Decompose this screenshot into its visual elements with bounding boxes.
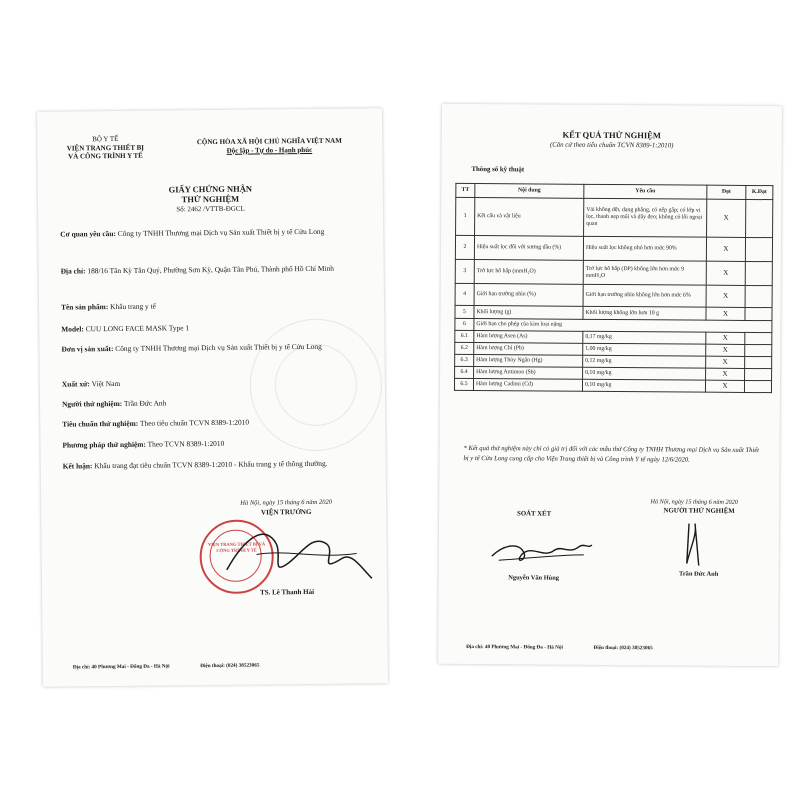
col-requirement: Yêu cầu bbox=[584, 184, 707, 199]
field-requester: Cơ quan yêu cầu: Công ty TNHH Thương mại Dịch vụ Sản xuất Thiết bị y tế Cửu Long bbox=[60, 226, 325, 239]
field-address: Địa chỉ: 188/16 Tân Kỳ Tân Quý, Phường Sơn Kỳ, Quận Tân Phú, Thành phố Hồ Chí Minh bbox=[60, 263, 334, 276]
institute-name-2: VÀ CÔNG TRÌNH Y TẾ bbox=[68, 151, 143, 161]
nation-name: CỘNG HÒA XÃ HỘI CHỦ NGHĨA VIỆT NAM bbox=[196, 136, 342, 147]
issue-date: Hà Nội, ngày 15 tháng 6 năm 2020 bbox=[240, 498, 332, 507]
results-subtitle: (Căn cứ theo tiêu chuẩn TCVN 8389-1:2010) bbox=[549, 141, 674, 150]
tester-title: NGƯỜI THỬ NGHIỆM bbox=[663, 507, 735, 515]
table-row: 6.3 Hàm lượng Thủy Ngân (Hg) 0,12 mg/kg X bbox=[455, 354, 772, 368]
field-model: Model: CUU LONG FACE MASK Type 1 bbox=[61, 323, 190, 334]
table-row: 3 Trở lực hô hấp (mmH₂O) Trở lực hô hấp (DP) không lớn hơn mức 9 mmH₂O X bbox=[455, 259, 772, 285]
motto: Độc lập - Tự do - Hạnh phúc bbox=[226, 145, 313, 155]
footer-address: Địa chỉ: 40 Phương Mai - Đống Đa - Hà Nội bbox=[72, 663, 170, 671]
signature-tester bbox=[669, 515, 719, 575]
field-method: Phương pháp thử nghiệm: Theo TCVN 8389-1:2010 bbox=[62, 438, 225, 450]
col-fail: K.Đạt bbox=[746, 185, 773, 199]
field-tester: Người thử nghiệm: Trần Đức Anh bbox=[62, 398, 167, 409]
stamp-text: VIỆN TRANG THIẾT BỊ VÀ CÔNG TRÌNH Y TẾ bbox=[207, 541, 266, 553]
field-product: Tên sản phẩm: Khẩu trang y tế bbox=[60, 301, 156, 312]
reviewer-title: SOÁT XÉT bbox=[517, 510, 552, 518]
institute-name-1: VIỆN TRANG THIẾT BỊ bbox=[66, 143, 145, 153]
ministry-name: BỘ Y TẾ bbox=[92, 134, 119, 144]
footer bbox=[73, 661, 373, 670]
table-row: 1 Kết cấu và vật liệu Vải không dệt, dạng phẳng, có nếp gấp; có lớp vi lọc, thanh nẹp mũi và dây đeo; không có lỗi ngoại quan X bbox=[456, 197, 773, 237]
results-title: KẾT QUẢ THỬ NGHIỆM bbox=[562, 129, 661, 141]
table-row: 5 Khối lượng (g) Khối lượng không lớn hơn 10 g X bbox=[455, 305, 772, 320]
table-row: 6.2 Hàm lượng Chì (Pb) 1,00 mg/kg X bbox=[455, 342, 772, 356]
tester-name: Trần Đức Anh bbox=[679, 570, 719, 578]
results-footer bbox=[466, 644, 766, 652]
table-row: 6.5 Hàm lượng Cadimi (Cd) 0,10 mg/kg X bbox=[454, 378, 771, 392]
results-note: * Kết quả thử nghiệm này chỉ có giá trị đối với các mẫu thử Công ty TNHH Thương mại Dịch vụ Sản xuất Thiết bị y tế Cửu Long cung cấp cho Viện Trang thiết bị và Công trình Y tế ngày 12/6/2020. bbox=[463, 444, 760, 464]
spec-heading: Thông số kỹ thuật bbox=[471, 166, 525, 174]
results-date: Hà Nội, ngày 15 tháng 6 năm 2020 bbox=[650, 498, 738, 506]
table-row: 6 Giới hạn cho phép của kim loại nặng bbox=[455, 318, 772, 332]
certificate-number: Số: 2462 /VTTB-ĐGCL bbox=[176, 204, 245, 214]
footer-phone: Điện thoại: (024) 38523065 bbox=[200, 662, 260, 670]
field-conclusion: Kết luận: Khẩu trang đạt tiêu chuẩn TCVN 8389-1:2010 - Khẩu trang y tế thông thường. bbox=[62, 458, 328, 471]
col-pass: Đạt bbox=[707, 185, 746, 199]
signer-name: TS. Lê Thanh Hải bbox=[260, 587, 315, 597]
header-right bbox=[169, 136, 369, 155]
table-row: 2 Hiệu suất lọc đối với sương dầu (%) Hiệu suất lọc không nhỏ hơn mức 90% X bbox=[455, 235, 772, 261]
field-standard: Tiêu chuẩn thử nghiệm: Theo tiêu chuẩn TCVN 8389-1:2010 bbox=[62, 417, 250, 429]
certificate-title-1: GIẤY CHỨNG NHẬN bbox=[168, 183, 253, 195]
reviewer-name: Nguyễn Văn Hùng bbox=[508, 574, 560, 582]
field-origin: Xuất xứ: Việt Nam bbox=[61, 378, 121, 389]
certificate-page bbox=[37, 108, 388, 687]
table-row: 6.4 Hàm lượng Antimon (Sb) 0,10 mg/kg X bbox=[455, 366, 772, 380]
results-footer-phone: Điện thoại: (024) 38523065 bbox=[593, 644, 653, 652]
certificate-title-2: THỬ NGHIỆM bbox=[181, 193, 240, 205]
results-footer-address: Địa chỉ: 40 Phương Mai - Đống Đa - Hà Nội bbox=[466, 644, 563, 651]
results-table bbox=[454, 183, 773, 393]
col-tt: TT bbox=[456, 183, 475, 197]
col-content: Nội dung bbox=[475, 184, 584, 199]
signature-reviewer bbox=[484, 524, 594, 575]
table-row: 4 Giới hạn trường nhìn (%) Giới hạn trường nhìn không lớn hơn mức 6% X bbox=[455, 283, 772, 307]
signature-director bbox=[216, 513, 377, 595]
field-manufacturer: Đơn vị sản xuất: Công ty TNHH Thương mại Dịch vụ Sản xuất Thiết bị y tế Cửu Long bbox=[61, 341, 322, 354]
title-block bbox=[38, 182, 383, 216]
test-results-page bbox=[438, 104, 782, 666]
table-row: 6.1 Hàm lượng Asen (As) 0,17 mg/kg X bbox=[455, 330, 772, 344]
header-left bbox=[45, 134, 165, 161]
signer-title: VIỆN TRƯỞNG bbox=[260, 507, 312, 517]
